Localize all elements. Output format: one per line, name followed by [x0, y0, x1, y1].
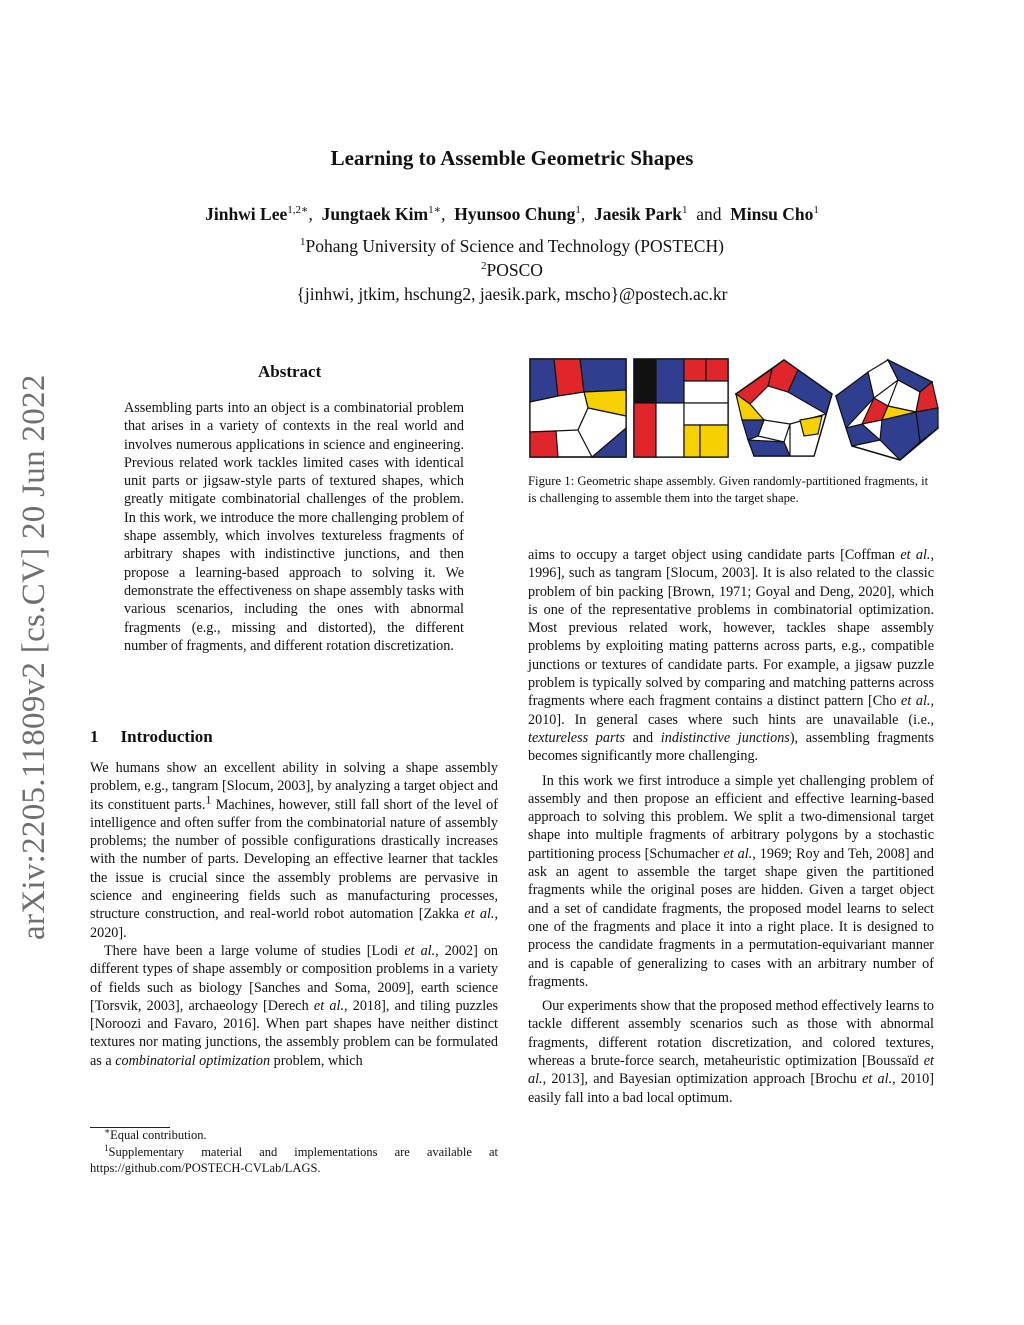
section-number: 1: [90, 727, 99, 746]
author-name: Minsu Cho: [730, 204, 814, 224]
paragraph: [528, 546, 934, 766]
footnote-symbol: ∗: [104, 1125, 111, 1136]
footnote-text: Equal contribution.: [110, 1128, 207, 1142]
footnote-1: [90, 1127, 498, 1143]
panel-pentagon-fragments: [736, 360, 832, 456]
text-run: et al.: [313, 997, 344, 1014]
text-run: problem, which: [270, 1052, 363, 1069]
author-affil-mark: 1: [575, 204, 581, 217]
affil-text: POSCO: [486, 260, 543, 280]
text-run: textureless parts: [528, 729, 625, 746]
figure-caption: Figure 1: Geometric shape assembly. Given randomly-partitioned fragments, it is challenging to assemble them into the target shape.: [528, 474, 929, 505]
text-run: et al.: [464, 906, 495, 923]
text-run: , 1996], such as tangram [Slocum, 2003]. It is also related to the classic problem of bin packing [Brown, 1971; Goyal and Deng, 2020], which is one of the representative problems in combinatorial optimization. Most previous related work, however, tackles shape assembly problems by exploiting mating patterns across parts, e.g., compatible junctions or textures of candidate parts. For example, a jigsaw puzzle problem is typically solved by comparing and matching patterns across fragments where each fragment contains a distinct pattern [Cho: [528, 547, 934, 710]
abstract-heading: Abstract: [258, 362, 322, 381]
text-run: and: [624, 729, 661, 746]
section-title: Introduction: [120, 727, 213, 746]
paragraph: [90, 759, 498, 942]
text-run: Machines, however, still fall short of the level of intelligence and often suffer from the combinatorial nature of assembly problems; the number of possible configurations drastically increases with the number of parts. Developing an effective learner that tackles the issue is crucial since the assembly problems are pervasive in science and engineering fields such as manufacturing processes, structure construction, and real-world robot automation [Zakka: [90, 796, 498, 923]
panel-hexagon-fragments: [836, 360, 938, 460]
affiliation-1: [0, 236, 1024, 257]
text-run: et al.: [404, 942, 436, 959]
text-run: , 2018], and tiling puzzles [Noroozi and Favaro, 2016]. When part shapes have neither distinct textures nor mating junctions, the assembly problem can be formulated as a: [90, 997, 498, 1069]
author-affil-mark: 1,2∗: [287, 204, 309, 217]
affil-mark: 1: [300, 236, 306, 249]
panel-grid-fragments: [634, 359, 728, 457]
text-run: , 1969; Roy and Teh, 2008] and ask an agent to assemble the target shape given the partitioned fragments while the original poses are hidden. Given a target object and a set of candidate fragments, the proposed model learns to select one of the fragments and place it into a right place. It is designed to process the candidate fragments in a permutation-equivariant manner and is capable of generalizing to cases with an arbitrary number of fragments.: [528, 845, 934, 990]
text-run: aims to occupy a target object using candidate parts [Coffman: [528, 547, 901, 563]
text-run: et al.: [528, 1053, 934, 1088]
text-run: , 2020].: [90, 906, 498, 941]
text-run: , 2010]. In general cases where such hints are unavailable (i.e.,: [528, 693, 934, 728]
email-line: {jinhwi, jtkim, hschung2, jaesik.park, mscho}@postech.ac.kr: [296, 284, 728, 304]
text-run: , 2002] on different types of shape assembly or composition problems in a variety of fields such as biology [Sanches and Soma, 2009], earth science [Torsvik, 2003], archaeology [Derech: [90, 942, 499, 1014]
left-column: [90, 759, 498, 1070]
affil-mark: 2: [481, 260, 487, 273]
footnote-symbol: 1: [104, 1142, 109, 1153]
text-run: indistinctive junctions: [660, 729, 790, 746]
text-run: There have been a large volume of studies [Lodi: [104, 942, 405, 959]
footnote-2: [90, 1144, 498, 1176]
text-run: Our experiments show that the proposed method effectively learns to tackle different assembly scenarios such as those with abnormal fragments, different rotation discretization, and colored textures, whereas a brute-force search, metaheuristic optimization [Boussaïd: [528, 998, 934, 1070]
right-column: [528, 546, 934, 1107]
author-name: Jungtaek Kim: [321, 204, 429, 224]
author-affil-mark: 1: [681, 204, 688, 217]
text-run: et al.: [862, 1071, 893, 1088]
text-run: et al.: [723, 845, 753, 862]
text-run: ), assembling fragments becomes significantly more challenging.: [528, 729, 934, 765]
arxiv-stamp: arXiv:2205.11809v2 [cs.CV] 20 Jun 2022: [16, 374, 52, 940]
text-run: , 2010] easily fall into a bad local optimum.: [528, 1071, 934, 1106]
author-and: and: [696, 204, 722, 224]
text-run: et al.: [901, 693, 931, 710]
paper-title: Learning to Assemble Geometric Shapes: [330, 146, 694, 170]
author-name: Jinhwi Lee: [205, 204, 288, 224]
panel-square-fragments: [530, 359, 626, 457]
footnote-mark: 1: [205, 791, 212, 806]
text-run: We humans show an excellent ability in solving a shape assembly problem, e.g., tangram [Slocum, 2003], by analyzing a target object and its constituent parts.: [90, 760, 498, 813]
affiliation-2: [0, 260, 1024, 281]
text-run: et al.: [900, 547, 931, 563]
affil-text: Pohang University of Science and Technology (POSTECH): [305, 236, 724, 256]
text-run: , 2013], and Bayesian optimization approach [Brochu: [542, 1071, 863, 1088]
text-run: combinatorial optimization: [115, 1052, 271, 1069]
author-list: Jinhwi Lee$^{1,2∗}$, Jungtaek Kim$^{1∗}$, Hyunsoo Chung$^1$, Jaesik Park$^1$ and Minsu Cho$^1$: [205, 204, 819, 224]
author-affil-mark: 1: [813, 204, 819, 217]
paragraph: [90, 942, 498, 1070]
author-name: Hyunsoo Chung: [454, 204, 576, 224]
paragraph: [528, 772, 934, 992]
section-heading: [90, 727, 213, 747]
paragraph: [528, 997, 934, 1107]
author-name: Jaesik Park: [593, 204, 682, 224]
footnote-text: Supplementary material and implementations are available at https://github.com/POSTECH-CVLab/LAGS.: [90, 1145, 498, 1175]
abstract-body: Assembling parts into an object is a combinatorial problem that arises in a variety of contexts in the real world and involves numerous applications in science and engineering. Previous related work tackles limited cases with identical unit parts or jigsaw-style parts of textured shapes, which greatly mitigate combinatorial challenges of the problem. In this work, we introduce the more challenging problem of shape assembly, which involves textureless fragments of arbitrary shapes with indistinctive junctions, and then propose a learning-based approach to solving it. We demonstrate the effectiveness on shape assembly tasks with various scenarios, including the ones with abnormal fragments (e.g., missing and distorted), the different number of fragments, and different rotation discretization.: [124, 400, 464, 654]
figure-1-illustration: [528, 358, 940, 462]
author-affil-mark: 1∗: [428, 204, 442, 217]
text-run: In this work we first introduce a simple yet challenging problem of assembly and then propose an efficient and effective learning-based approach to solving this problem. We split a two-dimensional target shape into multiple fragments of arbitrary polygons by a stochastic partitioning process [Schumacher: [528, 772, 934, 862]
